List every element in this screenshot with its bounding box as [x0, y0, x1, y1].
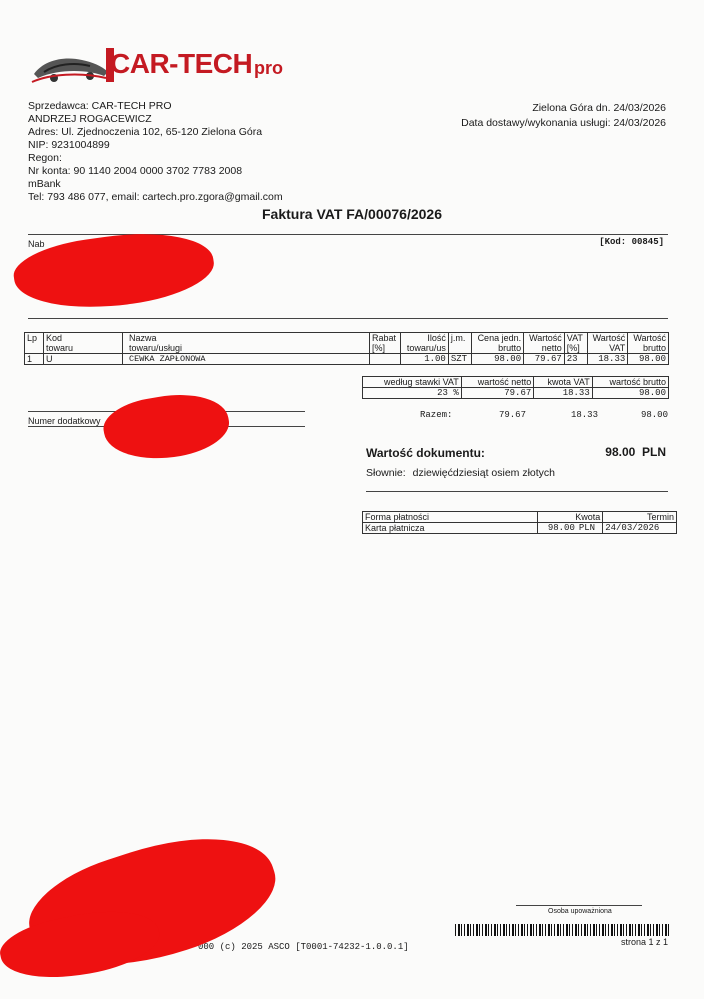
- software-info: 000 (c) 2025 ASCO [T0001-74232-1.0.0.1]: [198, 942, 409, 952]
- seller-line: ANDRZEJ ROGACEWICZ: [28, 113, 152, 125]
- items-header-row: [25, 333, 669, 354]
- redaction-buyer: [10, 222, 218, 319]
- barcode: [455, 924, 669, 936]
- seller-line: Regon:: [28, 152, 62, 164]
- total-gross: 98.00: [640, 410, 668, 420]
- buyer-bottom-rule: [28, 318, 668, 319]
- invoice-title: Faktura VAT FA/00076/2026: [261, 206, 443, 222]
- total-net: 79.67: [498, 410, 526, 420]
- col-unit: j.m.: [448, 333, 471, 354]
- items-table: [24, 332, 669, 365]
- payment-header-row: [363, 512, 677, 523]
- col-code: Kod towaru: [44, 333, 123, 354]
- car-logo-icon: [30, 48, 110, 88]
- issue-date: Zielona Góra dn. 24/03/2026: [532, 102, 666, 114]
- cell-gross: 98.00: [628, 354, 669, 365]
- payment-currency-value: PLN: [577, 523, 603, 534]
- total-vat: 18.33: [570, 410, 598, 420]
- vat-rate-value: 23 %: [363, 388, 462, 399]
- authorized-person-label: Osoba upoważniona: [548, 908, 612, 915]
- seller-line: Nr konta: 90 1140 2004 0000 3702 7783 2008: [28, 165, 243, 177]
- cell-lp: 1: [25, 354, 44, 365]
- delivery-date: Data dostawy/wykonania usługi: 24/03/2026: [461, 117, 666, 129]
- cell-unit-price: 98.00: [471, 354, 523, 365]
- col-vat-amount: Wartość VAT: [587, 333, 628, 354]
- col-name: Nazwa towaru/usługi: [123, 333, 370, 354]
- in-words-label: Słownie:: [366, 467, 406, 479]
- cell-unit: SZT: [448, 354, 471, 365]
- signature-rule: [516, 905, 642, 906]
- payment-method-header: Forma płatności: [363, 512, 538, 523]
- col-qty: Ilość towaru/us: [401, 333, 449, 354]
- logo-sub-text: pro: [254, 58, 283, 78]
- total-label: Razem:: [420, 410, 453, 420]
- col-discount: Rabat [%]: [370, 333, 401, 354]
- col-net: Wartość netto: [524, 333, 565, 354]
- table-row: [363, 523, 677, 534]
- col-unit-price: Cena jedn. brutto: [471, 333, 523, 354]
- table-row: [363, 388, 669, 399]
- vat-gross-value: 98.00: [592, 388, 668, 399]
- cell-net: 79.67: [524, 354, 565, 365]
- vat-summary-header: [363, 377, 669, 388]
- document-value-label: Wartość dokumentu:: [366, 446, 485, 460]
- seller-line: Adres: Ul. Zjednoczenia 102, 65-120 Zielona Góra: [28, 126, 263, 138]
- buyer-label: Nab: [28, 239, 45, 249]
- seller-line: NIP: 9231004899: [28, 139, 110, 151]
- cell-qty: 1.00: [401, 354, 449, 365]
- payment-table: [362, 511, 677, 534]
- seller-info: [28, 100, 358, 204]
- page-number: strona 1 z 1: [620, 937, 668, 947]
- col-gross: Wartość brutto: [628, 333, 669, 354]
- col-lp: Lp: [25, 333, 44, 354]
- seller-line: Tel: 793 486 077, email: cartech.pro.zgora@gmail.com: [28, 191, 283, 203]
- vat-gross-header: wartość brutto: [592, 377, 668, 388]
- vat-rate-header: według stawki VAT: [363, 377, 462, 388]
- in-words-rule: [366, 491, 668, 492]
- payment-amount-header: Kwota: [538, 512, 603, 523]
- company-logo: [30, 44, 300, 90]
- seller-line: mBank: [28, 178, 61, 190]
- payment-due-header: Termin: [603, 512, 677, 523]
- payment-method-value: Karta płatnicza: [363, 523, 538, 534]
- seller-line: Sprzedawca: CAR-TECH PRO: [28, 100, 172, 112]
- logo-main-text: CAR-TECH: [110, 48, 253, 79]
- cell-code: U: [44, 354, 123, 365]
- buyer-code: [Kod: 00845]: [599, 237, 664, 247]
- document-value-amount: 98.00 PLN: [605, 445, 666, 459]
- cell-discount: [370, 354, 401, 365]
- payment-due-value: 24/03/2026: [603, 523, 677, 534]
- cell-vat-amount: 18.33: [587, 354, 628, 365]
- vat-net-header: wartość netto: [461, 377, 534, 388]
- extra-number-label: Numer dodatkowy: [28, 416, 101, 426]
- table-row: [25, 354, 669, 365]
- payment-amount-value: 98.00: [538, 523, 577, 534]
- redaction-extra-number: [100, 386, 234, 469]
- cell-vat-rate: 23: [564, 354, 587, 365]
- in-words: [366, 467, 555, 480]
- in-words-text: dziewięćdziesiąt osiem złotych: [412, 467, 556, 479]
- vat-summary-table: [362, 376, 669, 399]
- vat-amount-header: kwota VAT: [534, 377, 592, 388]
- cell-name: CEWKA ZAPŁONOWA: [123, 354, 370, 365]
- col-vat-rate: VAT [%]: [564, 333, 587, 354]
- vat-net-value: 79.67: [461, 388, 534, 399]
- vat-amount-value: 18.33: [534, 388, 592, 399]
